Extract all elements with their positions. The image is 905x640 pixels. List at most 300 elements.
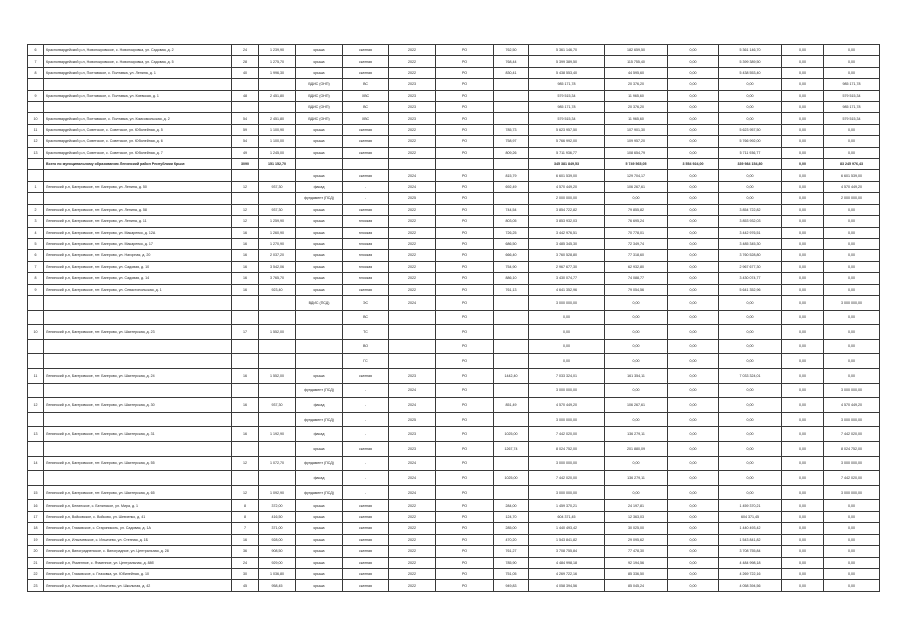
- cell-building-area: [259, 471, 296, 486]
- cell-extra-share: 0,00: [782, 56, 824, 67]
- cell-total-cost: 5 623 957,50: [529, 124, 605, 135]
- cell-apartments-count: 59: [232, 124, 259, 135]
- cell-building-area: 937,30: [259, 204, 296, 215]
- cell-building-area: [259, 412, 296, 427]
- cell-building-area: 2 451,80: [259, 113, 296, 124]
- cell-cost-current-year: 0,00: [719, 383, 782, 398]
- cell-building-area: 2 451,80: [259, 90, 296, 101]
- cell-work-element: крыша: [296, 56, 343, 67]
- cell-total-cost: 5 711 936,77: [529, 147, 605, 158]
- cell-cost-current-year: 5 641 352,96: [719, 284, 782, 295]
- cell-extra-share: 0,00: [782, 568, 824, 579]
- cell-fund-share: 0,00: [668, 284, 719, 295]
- cell-customer: РО: [436, 216, 494, 227]
- cell-work-area: 1025,00: [494, 471, 529, 486]
- cell-control-cost: 24 197,81: [605, 500, 668, 511]
- cell-work-element: крыша: [296, 250, 343, 261]
- cell-control-cost: 109 957,20: [605, 136, 668, 147]
- cell-control-cost: 0,00: [605, 383, 668, 398]
- cell-row-number: [28, 354, 44, 369]
- cell-address: Ленинский р-н, Багеровское, пгт. Багерово, ул. Макаренко, д. 17: [44, 238, 232, 249]
- cell-work-type: скатная: [343, 124, 389, 135]
- cell-cost-current-year: 0,00: [719, 398, 782, 413]
- cell-cost-current-year: 1 543 841,82: [719, 534, 782, 545]
- cell-row-number: 14: [28, 456, 44, 471]
- cell-cost-next-years: 0,00: [824, 534, 880, 545]
- cell-customer: РО: [436, 442, 494, 457]
- cell-apartments-count: 30: [232, 568, 259, 579]
- cell-control-cost: 79 855,82: [605, 204, 668, 215]
- table-row: [28, 412, 880, 427]
- cell-work-type: скатная: [343, 368, 389, 383]
- table-row: [28, 273, 880, 284]
- cell-cost-current-year: 2 967 677,30: [719, 261, 782, 272]
- cell-fund-share: 0,00: [668, 383, 719, 398]
- cell-work-year: 2022: [389, 261, 436, 272]
- cell-fund-share: 0,00: [668, 471, 719, 486]
- cell-fund-share: 0,00: [668, 261, 719, 272]
- cell-control-cost: 161 354,11: [605, 368, 668, 383]
- cell-apartments-count: [232, 471, 259, 486]
- cell-work-year: 2022: [389, 124, 436, 135]
- cell-cost-current-year: 0,00: [719, 427, 782, 442]
- cell-work-element: крыша: [296, 170, 343, 181]
- cell-work-year: 2023: [389, 79, 436, 90]
- cell-apartments-count: 3090: [232, 159, 259, 170]
- cell-work-year: 2023: [389, 113, 436, 124]
- cell-cost-current-year: 7 033 324,01: [719, 368, 782, 383]
- cell-work-type: ВС: [343, 310, 389, 325]
- cell-work-year: 2023: [389, 90, 436, 101]
- cell-address: Ленинский р-н, Багеровское, пгт. Багерово, ул. Шахтерская, д. 31: [44, 427, 232, 442]
- cell-cost-next-years: 3 000 000,00: [824, 412, 880, 427]
- cell-cost-current-year: 0,00: [719, 456, 782, 471]
- cell-work-area: 762,50: [494, 45, 529, 56]
- cell-cost-current-year: 0,00: [719, 310, 782, 325]
- cell-cost-current-year: 339 984 154,80: [719, 159, 782, 170]
- cell-cost-next-years: 3 000 000,00: [824, 295, 880, 310]
- cell-cost-current-year: 0,00: [719, 170, 782, 181]
- cell-control-cost: 29 095,62: [605, 534, 668, 545]
- cell-work-element: фундамент (ПСД): [296, 485, 343, 500]
- cell-work-year: 2022: [389, 147, 436, 158]
- cell-total-cost: 3 708 755,84: [529, 546, 605, 557]
- cell-cost-next-years: 7 442 020,00: [824, 427, 880, 442]
- cell-work-type: скатная: [343, 204, 389, 215]
- cell-customer: РО: [436, 181, 494, 192]
- cell-cost-next-years: 0,00: [824, 557, 880, 568]
- cell-row-number: 16: [28, 500, 44, 511]
- cell-apartments-count: 54: [232, 113, 259, 124]
- cell-extra-share: 0,00: [782, 273, 824, 284]
- cell-cost-next-years: 0,00: [824, 273, 880, 284]
- cell-fund-share: 0,00: [668, 113, 719, 124]
- cell-apartments-count: [232, 442, 259, 457]
- cell-work-year: 2024: [389, 456, 436, 471]
- cell-building-area: [259, 339, 296, 354]
- cell-total-cost: 4 269 722,16: [529, 568, 605, 579]
- cell-work-area: [494, 325, 529, 340]
- cell-work-year: 2024: [389, 485, 436, 500]
- cell-building-area: 929,00: [259, 557, 296, 568]
- cell-address: Ленинский р-н, Багеровское, пгт. Багерово, ул. Шахтерская, д. 24: [44, 368, 232, 383]
- cell-cost-next-years: 0,00: [824, 67, 880, 78]
- cell-address: Красногвардейский р-н, Полтавское, с. Полтавка, ул. Ленина, д. 1: [44, 67, 232, 78]
- table-row: [28, 511, 880, 522]
- cell-address: Ленинский р-н, Багеровское, пгт. Багерово, ул. Севастопольская, д. 1: [44, 284, 232, 295]
- cell-fund-share: 0,00: [668, 273, 719, 284]
- cell-work-year: [389, 354, 436, 369]
- table-row: [28, 339, 880, 354]
- cell-fund-share: 0,00: [668, 102, 719, 113]
- cell-cost-next-years: 0,00: [824, 261, 880, 272]
- cell-work-year: 2022: [389, 523, 436, 534]
- cell-work-element: фундамент (ПСД): [296, 193, 343, 204]
- cell-control-cost: 62 932,80: [605, 261, 668, 272]
- table-row: [28, 383, 880, 398]
- cell-address: Красногвардейский р-н, Полтавское, с. Полтавка, ул. Киевская, д. 1: [44, 90, 232, 101]
- table-row: [28, 580, 880, 592]
- cell-customer: РО: [436, 485, 494, 500]
- table-row: [28, 79, 880, 90]
- cell-work-year: 2025: [389, 412, 436, 427]
- cell-control-cost: 85 336,50: [605, 568, 668, 579]
- cell-extra-share: 0,00: [782, 250, 824, 261]
- cell-address: Ленинский р-н, Багеровское, пгт. Багерово, ул. Шахтерская, д. 65: [44, 485, 232, 500]
- cell-work-element: [296, 310, 343, 325]
- cell-fund-share: 0,00: [668, 568, 719, 579]
- table-row: [28, 216, 880, 227]
- cell-fund-share: 0,00: [668, 511, 719, 522]
- cell-control-cost: 12 363,03: [605, 511, 668, 522]
- cell-extra-share: 0,00: [782, 136, 824, 147]
- cell-customer: РО: [436, 471, 494, 486]
- cell-total-cost: 1 543 841,82: [529, 534, 605, 545]
- cell-address: Красногвардейский р-н, Новопокровское, с. Новопокровка, ул. Садовая, д. 2: [44, 45, 232, 56]
- cell-address: [44, 412, 232, 427]
- table-row: [28, 136, 880, 147]
- cell-apartments-count: [232, 383, 259, 398]
- cell-work-year: 2024: [389, 398, 436, 413]
- cell-total-cost: 4 058 394,56: [529, 580, 605, 592]
- cell-apartments-count: 16: [232, 398, 259, 413]
- table-row: [28, 485, 880, 500]
- cell-apartments-count: 17: [232, 325, 259, 340]
- cell-building-area: 1 260,90: [259, 227, 296, 238]
- cell-work-area: [494, 90, 529, 101]
- cell-building-area: 151 152,70: [259, 159, 296, 170]
- cell-total-cost: 985 171,78: [529, 102, 605, 113]
- cell-total-cost: 8 024 752,00: [529, 442, 605, 457]
- cell-fund-share: 0,00: [668, 193, 719, 204]
- cell-control-cost: 106 267,61: [605, 181, 668, 192]
- cell-row-number: 10: [28, 113, 44, 124]
- cell-address: Ленинский р-н, Багеровское, пгт. Багерово, ул. Ленина, д. 58: [44, 204, 232, 215]
- cell-customer: РО: [436, 354, 494, 369]
- cell-customer: РО: [436, 456, 494, 471]
- cell-work-type: -: [343, 427, 389, 442]
- cell-work-year: 2022: [389, 546, 436, 557]
- cell-total-cost: 345 381 849,53: [529, 159, 605, 170]
- cell-cost-current-year: 3 442 976,51: [719, 227, 782, 238]
- cell-cost-current-year: 0,00: [719, 442, 782, 457]
- cell-work-element: ВДИС (ОНП): [296, 113, 343, 124]
- cell-address: Красногвардейский р-н, Новопокровское, с. Новопокровка, ул. Садовая, д. 5: [44, 56, 232, 67]
- cell-customer: РО: [436, 79, 494, 90]
- table-row: [28, 170, 880, 181]
- cell-work-area: 830,41: [494, 67, 529, 78]
- cell-work-element: [296, 354, 343, 369]
- cell-work-year: 2023: [389, 427, 436, 442]
- cell-fund-share: 0,00: [668, 339, 719, 354]
- cell-work-element: крыша: [296, 45, 343, 56]
- cell-address: [44, 193, 232, 204]
- cell-work-area: 761,27: [494, 546, 529, 557]
- cell-address: Ленинский р-н, Багеровское, пгт. Багерово, ул. Ленина, д. 11: [44, 216, 232, 227]
- cell-work-area: 1442,40: [494, 368, 529, 383]
- cell-building-area: [259, 170, 296, 181]
- cell-work-area: 666,40: [494, 250, 529, 261]
- cell-work-year: 2022: [389, 534, 436, 545]
- cell-total-cost: 3 854 722,82: [529, 204, 605, 215]
- cell-building-area: [259, 79, 296, 90]
- cell-total-cost: 5 399 389,50: [529, 56, 605, 67]
- cell-apartments-count: 48: [232, 90, 259, 101]
- cell-work-element: крыша: [296, 442, 343, 457]
- cell-address: [44, 170, 232, 181]
- cell-work-type: -: [343, 193, 389, 204]
- cell-building-area: 1 275,70: [259, 56, 296, 67]
- cell-total-cost: 3 485 345,30: [529, 238, 605, 249]
- cell-row-number: 20: [28, 546, 44, 557]
- cell-extra-share: 0,00: [782, 113, 824, 124]
- cell-work-element: крыша: [296, 273, 343, 284]
- table-row: [28, 442, 880, 457]
- cell-apartments-count: 8: [232, 511, 259, 522]
- cell-address: [44, 79, 232, 90]
- cell-work-type: -: [343, 412, 389, 427]
- cell-total-cost: 1 440 493,42: [529, 523, 605, 534]
- cell-cost-next-years: 0,00: [824, 339, 880, 354]
- cell-total-cost: 7 442 020,00: [529, 427, 605, 442]
- cell-fund-share: 0,00: [668, 412, 719, 427]
- cell-total-cost: 3 000 000,00: [529, 412, 605, 427]
- cell-cost-next-years: 0,00: [824, 216, 880, 227]
- cell-building-area: 1 270,90: [259, 238, 296, 249]
- cell-cost-current-year: 4 058 394,56: [719, 580, 782, 592]
- cell-cost-current-year: 0,00: [719, 193, 782, 204]
- cell-cost-next-years: 4 570 449,20: [824, 181, 880, 192]
- cell-work-year: 2022: [389, 284, 436, 295]
- cell-control-cost: 11 965,60: [605, 90, 668, 101]
- cell-row-number: [28, 159, 44, 170]
- cell-total-cost: 2 000 000,00: [529, 193, 605, 204]
- cell-total-cost: 5 766 992,00: [529, 136, 605, 147]
- cell-customer: РО: [436, 250, 494, 261]
- cell-cost-current-year: 3 708 755,84: [719, 546, 782, 557]
- cell-work-element: фундамент (ПСД): [296, 412, 343, 427]
- table-row: [28, 56, 880, 67]
- cell-work-year: 2022: [389, 216, 436, 227]
- cell-customer: РО: [436, 102, 494, 113]
- cell-total-cost: 3 760 528,80: [529, 250, 605, 261]
- cell-work-type: скатная: [343, 56, 389, 67]
- cell-control-cost: 0,00: [605, 310, 668, 325]
- cell-work-type: -: [343, 471, 389, 486]
- table-row: [28, 523, 880, 534]
- cell-work-area: [494, 102, 529, 113]
- cell-fund-share: 0,00: [668, 250, 719, 261]
- cell-row-number: 18: [28, 523, 44, 534]
- cell-customer: РО: [436, 45, 494, 56]
- cell-row-number: [28, 383, 44, 398]
- cell-extra-share: 0,00: [782, 227, 824, 238]
- cell-cost-current-year: 5 711 936,77: [719, 147, 782, 158]
- cell-work-type: скатная: [343, 170, 389, 181]
- cell-work-area: 785,90: [494, 557, 529, 568]
- cell-cost-current-year: 3 760 528,80: [719, 250, 782, 261]
- cell-work-element: ВДИС (ОНП): [296, 102, 343, 113]
- cell-cost-current-year: 604 371,45: [719, 511, 782, 522]
- cell-building-area: 1 552,00: [259, 325, 296, 340]
- cell-apartments-count: 54: [232, 136, 259, 147]
- table-row: [28, 310, 880, 325]
- cell-control-cost: 201 880,09: [605, 442, 668, 457]
- cell-work-type: -: [343, 485, 389, 500]
- cell-work-type: плоская: [343, 273, 389, 284]
- cell-work-element: крыша: [296, 534, 343, 545]
- cell-extra-share: 0,00: [782, 557, 824, 568]
- cell-address: [44, 383, 232, 398]
- table-row: [28, 238, 880, 249]
- cell-building-area: 928,00: [259, 534, 296, 545]
- cell-customer: РО: [436, 368, 494, 383]
- cell-work-element: крыша: [296, 67, 343, 78]
- table-row: [28, 534, 880, 545]
- cell-row-number: 12: [28, 398, 44, 413]
- cell-cost-current-year: 0,00: [719, 325, 782, 340]
- cell-customer: РО: [436, 534, 494, 545]
- cell-control-cost: 0,00: [605, 339, 668, 354]
- cell-cost-next-years: 0,00: [824, 368, 880, 383]
- cell-work-element: крыша: [296, 261, 343, 272]
- cell-total-cost: 5 361 146,70: [529, 45, 605, 56]
- cell-work-year: [389, 310, 436, 325]
- cell-extra-share: 0,00: [782, 456, 824, 471]
- cell-fund-share: 0,00: [668, 325, 719, 340]
- cell-work-type: плоская: [343, 238, 389, 249]
- cell-cost-current-year: 3 430 074,77: [719, 273, 782, 284]
- cell-address: Красногвардейский р-н, Полтавское, с. Полтавка, ул. Комсомольская, д. 2: [44, 113, 232, 124]
- cell-building-area: 1 036,80: [259, 568, 296, 579]
- cell-address: Красногвардейский р-н, Советское, с. Советское, ул. Юбилейная, д. 7: [44, 147, 232, 158]
- cell-work-year: 2024: [389, 295, 436, 310]
- cell-extra-share: 0,00: [782, 546, 824, 557]
- cell-fund-share: 0,00: [668, 216, 719, 227]
- cell-building-area: [259, 310, 296, 325]
- cell-customer: РО: [436, 511, 494, 522]
- cell-building-area: [259, 193, 296, 204]
- cell-work-year: 2023: [389, 442, 436, 457]
- cell-cost-current-year: 5 766 992,00: [719, 136, 782, 147]
- table-row: [28, 368, 880, 383]
- cell-work-element: крыша: [296, 204, 343, 215]
- cell-work-area: [494, 354, 529, 369]
- cell-address: Ленинский р-н, Виноградненское, с. Виноградное, ул. Центральная, д. 28: [44, 546, 232, 557]
- cell-total-cost: 3 000 000,00: [529, 485, 605, 500]
- cell-work-type: -: [343, 383, 389, 398]
- cell-total-cost: 0,00: [529, 354, 605, 369]
- cell-row-number: 7: [28, 56, 44, 67]
- cell-building-area: 372,00: [259, 500, 296, 511]
- cell-control-cost: 136 279,11: [605, 471, 668, 486]
- cell-apartments-count: 16: [232, 534, 259, 545]
- cell-cost-current-year: 0,00: [719, 90, 782, 101]
- cell-building-area: [259, 442, 296, 457]
- cell-work-type: скатная: [343, 511, 389, 522]
- cell-extra-share: 0,00: [782, 471, 824, 486]
- cell-work-year: 2023: [389, 368, 436, 383]
- cell-cost-next-years: 985 171,78: [824, 79, 880, 90]
- cell-customer: РО: [436, 398, 494, 413]
- cell-row-number: 3: [28, 216, 44, 227]
- cell-work-area: [494, 79, 529, 90]
- cell-cost-current-year: 5 623 957,50: [719, 124, 782, 135]
- cell-work-element: крыша: [296, 511, 343, 522]
- cell-total-cost: 6 601 539,00: [529, 170, 605, 181]
- cell-cost-next-years: 6 601 539,00: [824, 170, 880, 181]
- cell-work-element: ВДИС (ОНП): [296, 79, 343, 90]
- cell-apartments-count: [232, 170, 259, 181]
- cell-cost-current-year: 5 438 553,40: [719, 67, 782, 78]
- cell-address: Всего по муниципальному образованию Ленинский район Республики Крым:: [44, 159, 232, 170]
- cell-control-cost: 115 755,40: [605, 56, 668, 67]
- cell-work-area: 1267,74: [494, 442, 529, 457]
- cell-customer: РО: [436, 227, 494, 238]
- cell-fund-share: 0,00: [668, 67, 719, 78]
- cell-work-element: крыша: [296, 568, 343, 579]
- cell-fund-share: 0,00: [668, 523, 719, 534]
- cell-work-area: 761,13: [494, 284, 529, 295]
- cell-cost-next-years: 7 442 020,00: [824, 471, 880, 486]
- cell-cost-current-year: 0,00: [719, 79, 782, 90]
- cell-address: Красногвардейский р-н, Советское, с. Советское, ул. Юбилейная, д. 6: [44, 136, 232, 147]
- cell-control-cost: 20 376,20: [605, 102, 668, 113]
- cell-address: [44, 295, 232, 310]
- table-row: [28, 500, 880, 511]
- cell-extra-share: 0,00: [782, 500, 824, 511]
- cell-extra-share: 0,00: [782, 204, 824, 215]
- cell-extra-share: 0,00: [782, 67, 824, 78]
- cell-address: Ленинский р-н, Ильичевское, с. Ильичево, ул. Степная, д. 1Б: [44, 534, 232, 545]
- table-row: [28, 427, 880, 442]
- cell-work-year: [389, 159, 436, 170]
- cell-apartments-count: [232, 102, 259, 113]
- cell-work-element: крыша: [296, 136, 343, 147]
- cell-row-number: [28, 339, 44, 354]
- table-row: [28, 227, 880, 238]
- cell-work-type: ВС: [343, 79, 389, 90]
- cell-extra-share: 0,00: [782, 580, 824, 592]
- cell-control-cost: 106 267,61: [605, 398, 668, 413]
- cell-row-number: [28, 295, 44, 310]
- cell-customer: РО: [436, 339, 494, 354]
- cell-work-element: фасад: [296, 398, 343, 413]
- cell-cost-next-years: 3 000 000,00: [824, 383, 880, 398]
- cell-work-area: 124,70: [494, 511, 529, 522]
- cell-control-cost: 20 376,20: [605, 79, 668, 90]
- cell-row-number: 4: [28, 227, 44, 238]
